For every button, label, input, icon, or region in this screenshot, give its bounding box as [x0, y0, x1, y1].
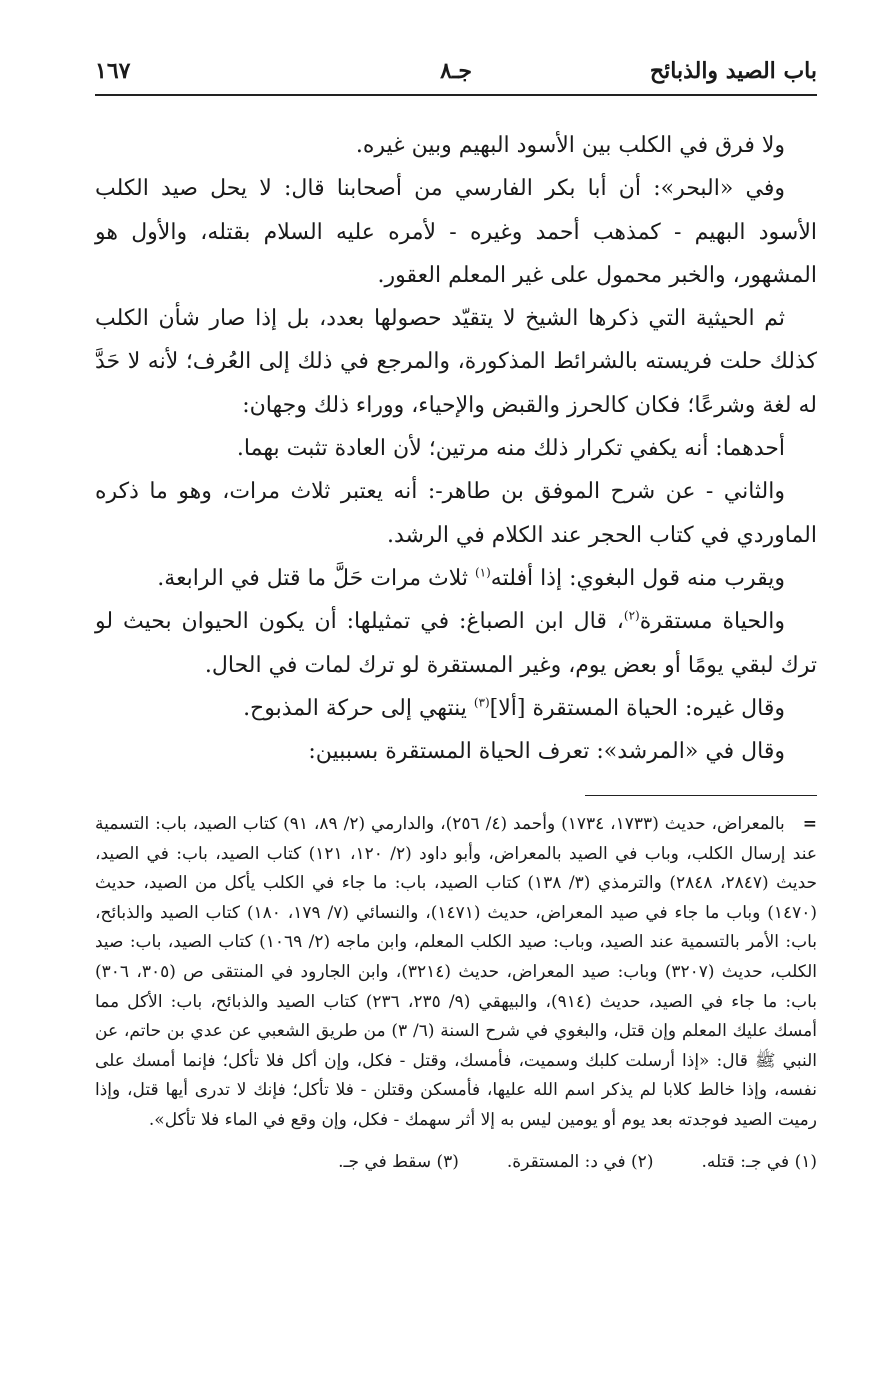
text-run: ينتهي إلى حركة المذبوح. — [243, 695, 474, 721]
footnote-list — [95, 1148, 817, 1178]
text-run: ويقرب منه قول البغوي: إذا أفلته — [490, 565, 785, 591]
text-run: ، قال ابن الصباغ: في تمثيلها: أن يكون الحيوان بحيث لو ترك لبقي يومًا أو بعض يوم، وغير المستقرة لو ترك لمات في الحال. — [95, 609, 817, 678]
chapter-title: باب الصيد والذبائح — [649, 58, 817, 84]
footnote-ref-1: (١) — [474, 565, 491, 580]
text-run: وقال غيره: الحياة المستقرة [ألا] — [489, 695, 785, 721]
paragraph: ولا فرق في الكلب بين الأسود البهيم وبين غيره. — [355, 133, 785, 158]
footnote-ref-3: (٣) — [473, 695, 490, 710]
paragraph — [95, 687, 817, 730]
paragraph: ثم الحيثية التي ذكرها الشيخ لا يتقيّد حصولها بعدد، بل إذا صار شأن الكلب كذلك حلت فريسته بالشرائط المذكورة، والمرجع في ذلك إلى العُرف؛ لأنه لا حَدَّ له لغة وشرعًا؛ فكان كالحرز والقبض والإحياء، ووراء ذلك وجهان: — [95, 306, 817, 418]
paragraph: وفي «البحر»: أن أبا بكر الفارسي من أصحابنا قال: لا يحل صيد الكلب الأسود البهيم - كمذهب أحمد وغيره - لأمره عليه السلام بقتله، والأول هو المشهور، والخبر محمول على غير المعلم العقور. — [95, 176, 817, 288]
footnote-text: بالمعراض، حديث (١٧٣٣، ١٧٣٤) وأحمد (٤/ ٢٥٦)، والدارمي (٢/ ٨٩، ٩١) كتاب الصيد، باب: التسمية عند إرسال الكلب، وباب في الصيد بالمعراض، وأبو داود (٢/ ١٢٠، ١٢١) كتاب الصيد، باب: في الصيد، حديث (٢٨٤٧، ٢٨٤٨) والترمذي (٣/ ١٣٨) كتاب الصيد، باب: ما جاء في الكلب يأكل من الصيد، حديث (١٤٧٠) وباب ما جاء في صيد المعراض، حديث (١٤٧١)، والنسائي (٧/ ١٧٩، ١٨٠) كتاب الصيد والذبائح، باب: الأمر بالتسمية عند الصيد، وباب: صيد الكلب المعلم، وابن ماجه (٢/ ١٠٦٩) كتاب الصيد، باب: صيد الكلب، حديث (٣٢٠٧) وباب: صيد المعراض، حديث (٣٢١٤)، وابن الجارود في المنتقى ص (٣٠٥، ٣٠٦) باب: ما جاء في الصيد، حديث (٩١٤)، والبيهقي (٩/ ٢٣٥، ٢٣٦) كتاب الصيد والذبائح، باب: الأكل مما أمسك عليك المعلم وإن قتل، والبغوي في شرح السنة (٦/ ٣) من طريق الشعبي عن عدي بن حاتم، عن النبي ﷺ قال: «إذا أرسلت كلبك وسميت، فأمسك، وقتل - فكل، وإن أكل فلا تأكل؛ فإنما أمسك على نفسه، وإذا خالط كلابا لم يذكر اسم الله عليها، فأمسكن وقتلن - فلا تأكل؛ فإنك لا تدرى أيها قتل، وإذا رميت الصيد فوجدته بعد يوم أو يومين ليس به إلا أثر سهمك - فكل، وإن وقع في الماء فلا تأكل». — [95, 814, 818, 1130]
page-number: ١٦٧ — [95, 58, 131, 84]
volume-label: جـ٨ — [440, 58, 472, 84]
footnote-2: (٢) في د: المستقرة. — [506, 1151, 654, 1172]
continuation-marker: = — [802, 814, 817, 834]
paragraph: وقال في «المرشد»: تعرف الحياة المستقرة بسببين: — [308, 739, 785, 765]
running-header — [95, 50, 817, 96]
paragraph — [95, 557, 817, 600]
book-page — [95, 50, 818, 1172]
text-run: ثلاث مرات حَلَّ ما قتل في الرابعة. — [157, 565, 475, 591]
continued-footnote — [95, 810, 817, 1136]
footnote-3: (٣) سقط في جـ. — [338, 1151, 459, 1172]
footnote-separator — [585, 795, 817, 796]
main-text — [95, 124, 817, 773]
paragraph: أحدهما: أنه يكفي تكرار ذلك منه مرتين؛ لأن العادة تثبت بهما. — [236, 436, 785, 462]
paragraph — [95, 600, 817, 687]
paragraph: والثاني - عن شرح الموفق بن طاهر-: أنه يعتبر ثلاث مرات، وهو ما ذكره الماوردي في كتاب الحجر عند الكلام في الرشد. — [95, 479, 817, 548]
footnote-1: (١) في جـ: قتله. — [701, 1151, 817, 1172]
footnote-ref-2: (٢) — [623, 608, 640, 623]
text-run: والحياة مستقرة — [639, 609, 785, 635]
footnotes-area — [95, 810, 817, 1177]
